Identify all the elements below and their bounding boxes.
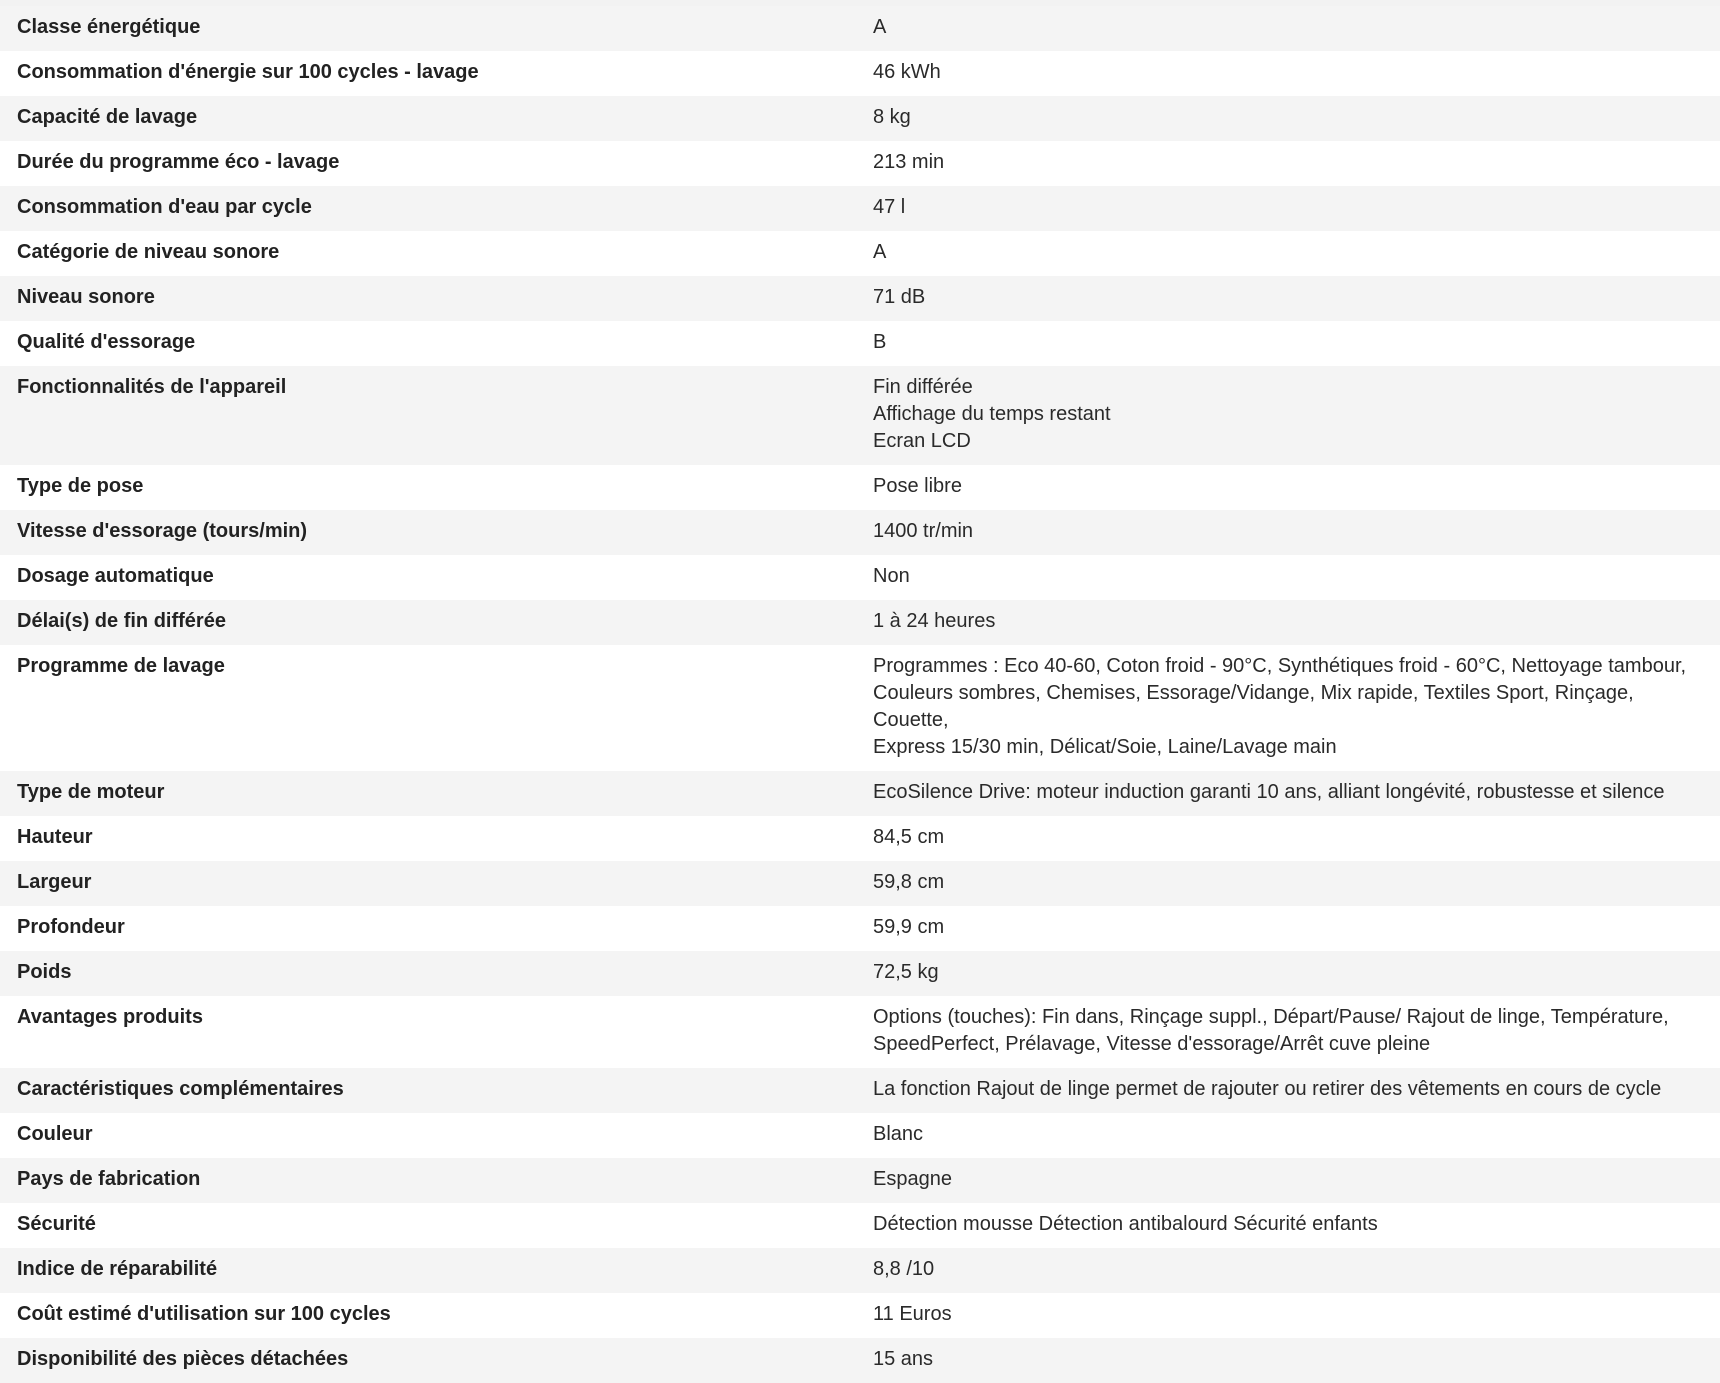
spec-value: [856, 276, 1720, 321]
spec-value: [856, 1158, 1720, 1203]
spec-label: Avantages produits: [0, 996, 856, 1068]
spec-row: [0, 645, 1720, 771]
spec-value: [856, 1113, 1720, 1158]
spec-value: [856, 321, 1720, 366]
spec-row: [0, 51, 1720, 96]
spec-value-line: 84,5 cm: [873, 826, 945, 848]
spec-row: [0, 861, 1720, 906]
spec-label: Pays de fabrication: [0, 1158, 856, 1203]
spec-label: Profondeur: [0, 906, 856, 951]
spec-value-line: 1400 tr/min: [873, 520, 974, 542]
spec-value-line: 8 kg: [873, 106, 911, 128]
spec-value-line: La fonction Rajout de linge permet de rajouter ou retirer des vêtements en cours de cycle: [873, 1078, 1662, 1100]
specifications-table-body: [0, 6, 1720, 1383]
spec-value: [856, 816, 1720, 861]
spec-row: [0, 555, 1720, 600]
spec-row: [0, 1293, 1720, 1338]
spec-value: [856, 1068, 1720, 1113]
spec-value: [856, 1338, 1720, 1383]
spec-value: [856, 465, 1720, 510]
spec-value-line: 213 min: [873, 151, 945, 173]
spec-value-line: Espagne: [873, 1168, 952, 1190]
spec-value-line: 8,8 /10: [873, 1258, 935, 1280]
spec-row: [0, 366, 1720, 465]
spec-label: Classe énergétique: [0, 6, 856, 51]
spec-row: [0, 231, 1720, 276]
spec-value-line: 59,8 cm: [873, 871, 945, 893]
spec-value-line: Pose libre: [873, 475, 962, 497]
spec-value: [856, 1248, 1720, 1293]
spec-label: Sécurité: [0, 1203, 856, 1248]
spec-label: Caractéristiques complémentaires: [0, 1068, 856, 1113]
spec-value-line: Couleurs sombres, Chemises, Essorage/Vidange, Mix rapide, Textiles Sport, Rinçage, Couette,: [873, 682, 1634, 731]
spec-label: Vitesse d'essorage (tours/min): [0, 510, 856, 555]
spec-label: Capacité de lavage: [0, 96, 856, 141]
spec-value-line: 1 à 24 heures: [873, 610, 996, 632]
spec-value-line: 59,9 cm: [873, 916, 945, 938]
specifications-table: [0, 6, 1720, 1383]
spec-value-line: 11 Euros: [873, 1303, 952, 1325]
spec-value-line: Programmes : Eco 40-60, Coton froid - 90°C, Synthétiques froid - 60°C, Nettoyage tambour,: [873, 655, 1687, 677]
spec-value: [856, 555, 1720, 600]
spec-label: Niveau sonore: [0, 276, 856, 321]
spec-label: Type de moteur: [0, 771, 856, 816]
spec-label: Indice de réparabilité: [0, 1248, 856, 1293]
spec-value: [856, 141, 1720, 186]
spec-value-line: 15 ans: [873, 1348, 934, 1370]
spec-value: [856, 906, 1720, 951]
spec-row: [0, 1158, 1720, 1203]
spec-row: [0, 996, 1720, 1068]
spec-label: Programme de lavage: [0, 645, 856, 771]
spec-value: [856, 186, 1720, 231]
spec-value-line: Détection mousse Détection antibalourd Sécurité enfants: [873, 1213, 1378, 1235]
spec-value-line: SpeedPerfect, Prélavage, Vitesse d'essorage/Arrêt cuve pleine: [873, 1033, 1431, 1055]
spec-value-line: B: [873, 331, 887, 353]
spec-label: Coût estimé d'utilisation sur 100 cycles: [0, 1293, 856, 1338]
spec-label: Poids: [0, 951, 856, 996]
spec-value-line: Express 15/30 min, Délicat/Soie, Laine/Lavage main: [873, 736, 1337, 758]
spec-row: [0, 1338, 1720, 1383]
spec-value-line: Options (touches): Fin dans, Rinçage suppl., Départ/Pause/ Rajout de linge, Température,: [873, 1006, 1669, 1028]
spec-value: [856, 366, 1720, 465]
spec-row: [0, 1068, 1720, 1113]
spec-value: [856, 96, 1720, 141]
spec-label: Durée du programme éco - lavage: [0, 141, 856, 186]
spec-label: Consommation d'énergie sur 100 cycles - lavage: [0, 51, 856, 96]
spec-row: [0, 816, 1720, 861]
spec-label: Consommation d'eau par cycle: [0, 186, 856, 231]
spec-value: [856, 510, 1720, 555]
spec-row: [0, 186, 1720, 231]
spec-row: [0, 141, 1720, 186]
spec-label: Disponibilité des pièces détachées: [0, 1338, 856, 1383]
spec-row: [0, 771, 1720, 816]
spec-label: Couleur: [0, 1113, 856, 1158]
spec-value-line: 47 l: [873, 196, 906, 218]
spec-row: [0, 1113, 1720, 1158]
spec-label: Type de pose: [0, 465, 856, 510]
spec-label: Délai(s) de fin différée: [0, 600, 856, 645]
spec-label: Fonctionnalités de l'appareil: [0, 366, 856, 465]
spec-value-line: Blanc: [873, 1123, 924, 1145]
spec-row: [0, 465, 1720, 510]
spec-value-line: Fin différée: [873, 376, 973, 398]
spec-row: [0, 321, 1720, 366]
spec-row: [0, 1248, 1720, 1293]
spec-row: [0, 510, 1720, 555]
spec-value: [856, 6, 1720, 51]
spec-row: [0, 906, 1720, 951]
spec-value: [856, 231, 1720, 276]
spec-row: [0, 1203, 1720, 1248]
spec-value: [856, 645, 1720, 771]
spec-label: Hauteur: [0, 816, 856, 861]
spec-value: [856, 771, 1720, 816]
spec-value: [856, 600, 1720, 645]
spec-label: Dosage automatique: [0, 555, 856, 600]
spec-row: [0, 96, 1720, 141]
spec-value: [856, 996, 1720, 1068]
spec-row: [0, 6, 1720, 51]
spec-value: [856, 1293, 1720, 1338]
spec-label: Catégorie de niveau sonore: [0, 231, 856, 276]
spec-row: [0, 951, 1720, 996]
spec-label: Qualité d'essorage: [0, 321, 856, 366]
spec-value-line: A: [873, 16, 887, 38]
spec-value-line: 46 kWh: [873, 61, 941, 83]
spec-value-line: EcoSilence Drive: moteur induction garanti 10 ans, alliant longévité, robustesse et silence: [873, 781, 1665, 803]
spec-value: [856, 861, 1720, 906]
spec-row: [0, 276, 1720, 321]
spec-value: [856, 951, 1720, 996]
spec-value-line: 71 dB: [873, 286, 926, 308]
spec-value: [856, 1203, 1720, 1248]
spec-value-line: A: [873, 241, 887, 263]
spec-value: [856, 51, 1720, 96]
spec-value-line: Affichage du temps restant: [873, 403, 1111, 425]
spec-value-line: Non: [873, 565, 910, 587]
spec-label: Largeur: [0, 861, 856, 906]
spec-value-line: 72,5 kg: [873, 961, 939, 983]
spec-value-line: Ecran LCD: [873, 430, 971, 452]
spec-row: [0, 600, 1720, 645]
